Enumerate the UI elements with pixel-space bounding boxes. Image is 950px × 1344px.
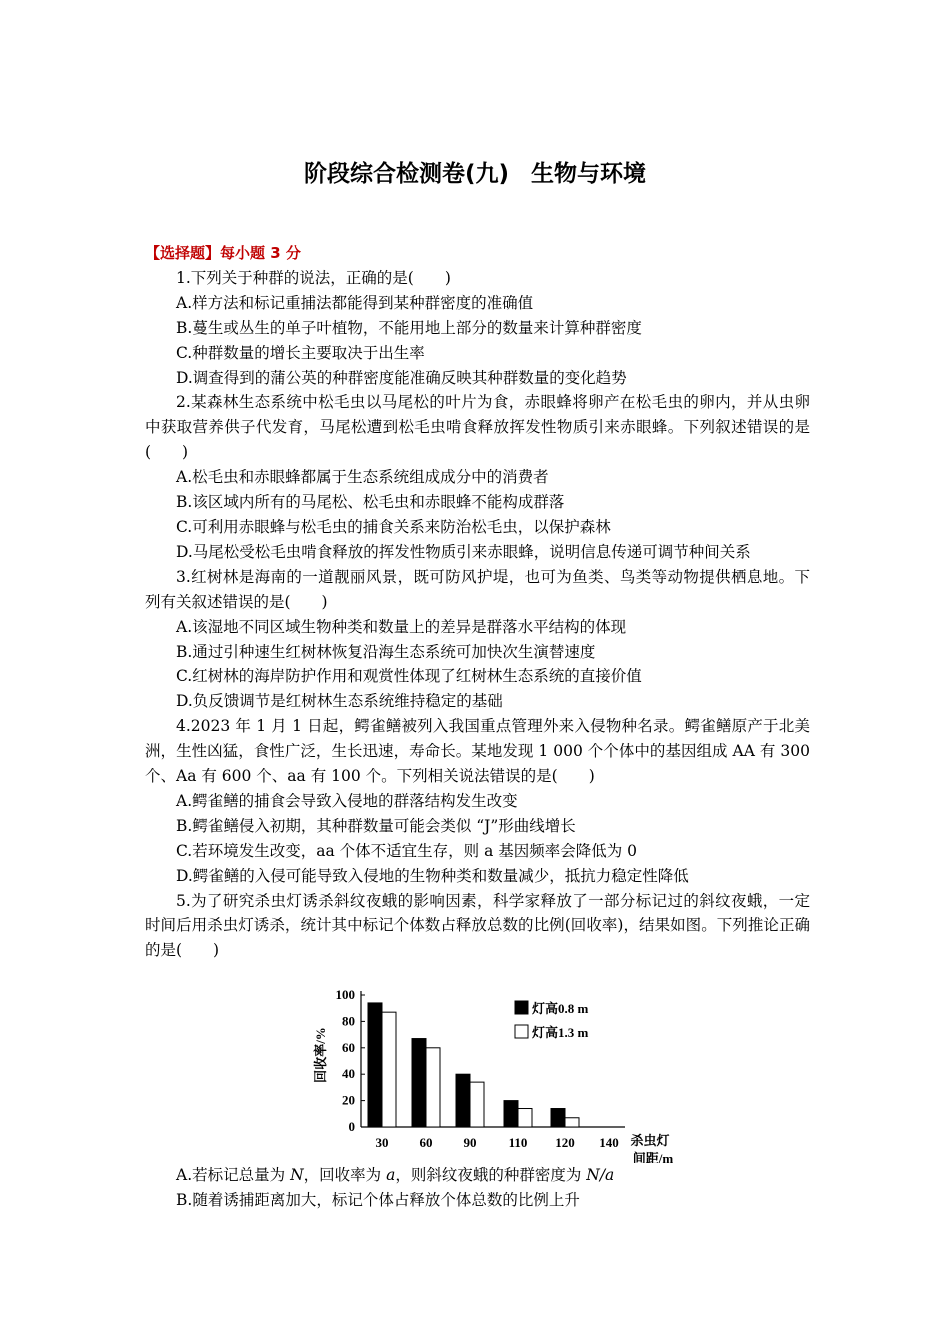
y-tick-label: 0 <box>348 1119 355 1135</box>
bar-height-0.8m <box>412 1039 426 1127</box>
x-tick-label: 120 <box>555 1135 575 1151</box>
x-tick-label: 110 <box>508 1135 528 1151</box>
q2-option-b: B.该区域内所有的马尾松、松毛虫和赤眼蜂不能构成群落 <box>176 493 565 512</box>
q2-stem: 2.某森林生态系统中松毛虫以马尾松的叶片为食，赤眼蜂将卵产在松毛虫的卵内，并从虫卵中获取营养供子代发育，马尾松遭到松毛虫啃食释放挥发性物质引来赤眼蜂。下列叙述错误的是( ) <box>145 393 810 462</box>
x-tick-label: 60 <box>419 1135 433 1151</box>
q5-option-b: B.随着诱捕距离加大，标记个体占释放个体总数的比例上升 <box>176 1191 580 1210</box>
y-tick-label: 80 <box>342 1013 355 1029</box>
bar-height-0.8m <box>551 1109 565 1127</box>
bar-height-1.3m <box>470 1082 484 1127</box>
question-content <box>145 241 810 1213</box>
page-title <box>0 155 950 188</box>
q1-option-a: A.样方法和标记重捕法都能得到某种群密度的准确值 <box>176 293 534 312</box>
q4-option-b: B.鳄雀鳝侵入初期，其种群数量可能会类似 “J”形曲线增长 <box>176 816 576 835</box>
legend-swatch <box>515 1001 528 1014</box>
title-sub: 生物与环境 <box>531 161 647 187</box>
legend-swatch <box>515 1025 528 1038</box>
q5-option-a-post: ，则斜纹夜蛾的种群密度为 <box>395 1166 587 1185</box>
title-main: 阶段综合检测卷(九) <box>303 161 509 187</box>
bar-height-0.8m <box>368 1003 382 1127</box>
y-axis-label: 回收率/% <box>313 1027 328 1084</box>
q4-stem: 4.2023 年 1 月 1 日起，鳄雀鳝被列入我国重点管理外来入侵物种名录。鳄雀鳝原产于北美洲，生性凶猛，食性广泛，生长迅速，寿命长。某地发现 1 000 个个体中的基因组成 AA 有 300 个、Aa 有 600 个、aa 有 100 个。下列相关说法错误的是( ) <box>145 717 810 786</box>
q3-option-d: D.负反馈调节是红树林生态系统维持稳定的基础 <box>176 692 503 711</box>
x-tick-label: 90 <box>463 1135 477 1151</box>
q3-option-b: B.通过引种速生红树林恢复沿海生态系统可加快次生演替速度 <box>176 642 596 661</box>
q1-stem: 1.下列关于种群的说法，正确的是( ) <box>176 268 451 287</box>
q2-option-d: D.马尾松受松毛虫啃食释放的挥发性物质引来赤眼蜂，说明信息传递可调节种间关系 <box>176 542 751 561</box>
q5-option-a-a: a <box>386 1166 396 1185</box>
x-tick-label: 30 <box>375 1135 389 1151</box>
q4-option-c: C.若环境发生改变，aa 个体不适宜生存，则 a 基因频率会降低为 0 <box>176 841 638 860</box>
q5-option-a-mid: ，回收率为 <box>303 1166 387 1185</box>
x-axis-label-line2: 间距/m <box>632 1151 674 1164</box>
y-tick-label: 40 <box>342 1066 355 1082</box>
q4-option-a: A.鳄雀鳝的捕食会导致入侵地的群落结构发生改变 <box>176 791 518 810</box>
q5-option-a-density: N/a <box>586 1166 615 1185</box>
q3-stem: 3.红树林是海南的一道靓丽风景，既可防风护堤，也可为鱼类、鸟类等动物提供栖息地。下列有关叙述错误的是( ) <box>145 567 810 611</box>
q4-option-d: D.鳄雀鳝的入侵可能导致入侵地的生物种类和数量减少，抵抗力稳定性降低 <box>176 866 689 885</box>
y-tick-label: 20 <box>342 1092 355 1108</box>
bar-height-1.3m <box>382 1012 396 1127</box>
recapture-bar-chart-svg <box>145 963 810 1163</box>
q5-option-a-N: N <box>290 1166 304 1185</box>
q2-option-c: C.可利用赤眼蜂与松毛虫的捕食关系来防治松毛虫，以保护森林 <box>176 517 611 536</box>
legend-label: 灯高1.3 m <box>532 1025 589 1041</box>
q3-option-c: C.红树林的海岸防护作用和观赏性体现了红树林生态系统的直接价值 <box>176 667 642 686</box>
section-label: 【选择题】每小题 3 分 <box>145 244 301 262</box>
legend-label: 灯高0.8 m <box>532 1001 589 1017</box>
y-tick-label: 100 <box>335 987 355 1003</box>
q5-option-a-pre: A.若标记总量为 <box>176 1166 291 1185</box>
x-tick-label: 140 <box>599 1135 619 1151</box>
x-axis-label-line1: 杀虫灯 <box>630 1133 670 1149</box>
q5-stem: 5.为了研究杀虫灯诱杀斜纹夜蛾的影响因素，科学家释放了一部分标记过的斜纹夜蛾，一定时间后用杀虫灯诱杀，统计其中标记个体数占释放总数的比例(回收率)，结果如图。下列推论正确的是( ) <box>145 891 810 960</box>
q2-option-a: A.松毛虫和赤眼蜂都属于生态系统组成成分中的消费者 <box>176 468 549 487</box>
q1-option-d: D.调查得到的蒲公英的种群密度能准确反映其种群数量的变化趋势 <box>176 368 627 387</box>
bar-height-1.3m <box>565 1118 579 1127</box>
bar-height-1.3m <box>518 1109 532 1127</box>
q1-option-c: C.种群数量的增长主要取决于出生率 <box>176 343 425 362</box>
bar-height-1.3m <box>426 1048 440 1127</box>
recapture-chart <box>145 963 810 1163</box>
y-tick-label: 60 <box>342 1040 355 1056</box>
q3-option-a: A.该湿地不同区域生物种类和数量上的差异是群落水平结构的体现 <box>176 617 627 636</box>
q1-option-b: B.蔓生或丛生的单子叶植物，不能用地上部分的数量来计算种群密度 <box>176 318 642 337</box>
q5-option-a <box>145 1163 810 1188</box>
bar-height-0.8m <box>456 1074 470 1127</box>
bar-height-0.8m <box>504 1101 518 1127</box>
